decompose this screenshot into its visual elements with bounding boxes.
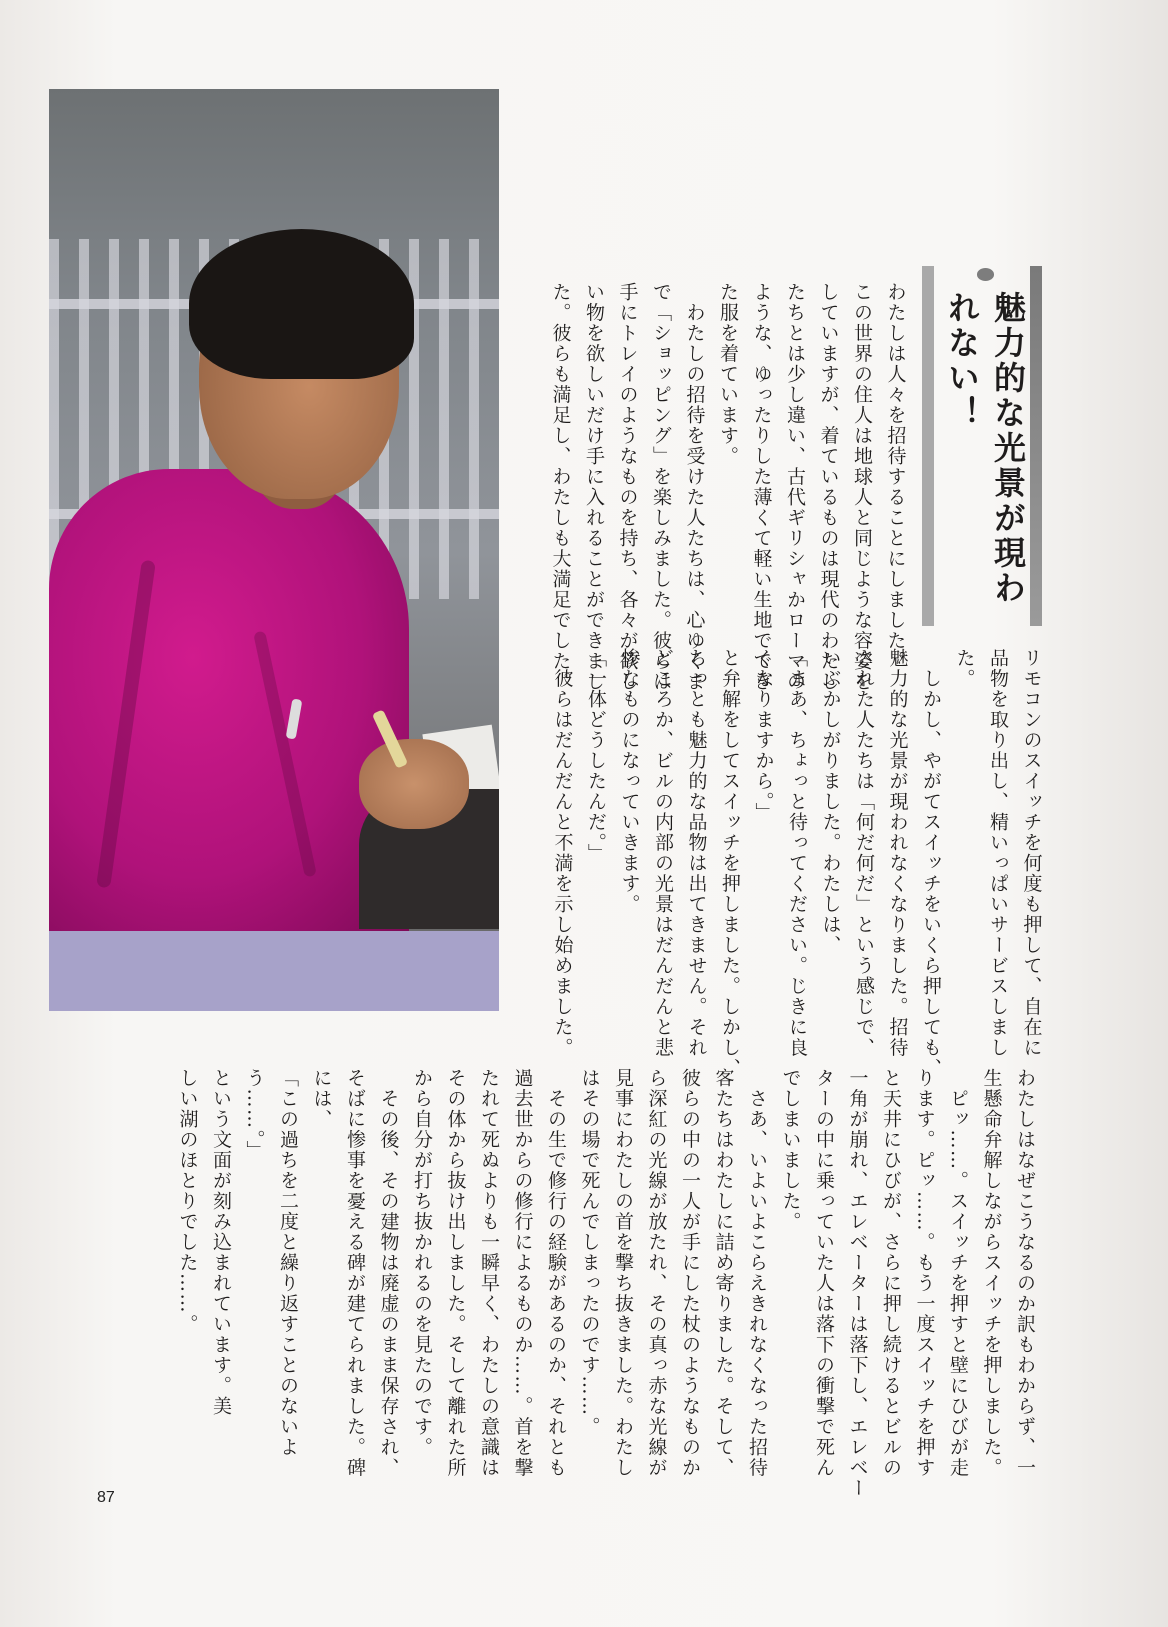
section-heading-text: 魅力的な光景が現われない！ — [943, 290, 1027, 606]
bullet-icon — [977, 268, 994, 281]
photo-hand — [359, 739, 469, 829]
heading-rule-right — [1030, 266, 1042, 626]
text-block-top-left: わたしは人々を招待することにしました。 この世界の住人は地球人と同じような容姿を していますが、着ているものは現代のわたし たちとは少し違い、古代ギリシャかローマの ような、ゆったりした薄くて軽い生地ででき た服を着ています。 わたしの招待を受けた人たちは、心ゆくま で「ショッピング」を楽しみました。彼らは 手にトレイのようなものを持ち、各々が欲し い物を欲しいだけ手に入れることができまし た。彼らも満足し、わたしも大満足でした。 — [549, 282, 907, 692]
heading-rule-left — [922, 266, 934, 626]
section-heading — [943, 268, 1027, 628]
photo-bottom-strip — [49, 931, 499, 1011]
text-block-bottom: わたしはなぜこうなるのか訳もわからず、一 生懸命弁解しながらスイッチを押しました。 ピッ……。スイッチを押すと壁にひびが走 ります。ピッ……。もう一度スイッチを押す と天井にひびが、さらに押し続けるとビルの 一角が崩れ、エレベーターは落下し、エレベー ターの中に乗っていた人は落下の衝撃で死ん でしまいました。 さあ、いよいよこらえきれなくなった招待 客たちはわたしに詰め寄りました。そして、 彼らの中の一人が手にした杖のようなものか ら深紅の光線が放たれ、その真っ赤な光線が 見事にわたしの首を撃ち抜きました。わたし はその場で死んでしまったのです……。 その生で修行の経験があるのか、それとも 過去世からの修行によるものか……。首を撃 たれて死ぬよりも一瞬早く、わたしの意識は その体から抜け出しました。そして離れた所 から自分が打ち抜かれるのを見たのです。 その後、その建物は廃虚のまま保存され、 そばに惨事を憂える碑が建てられました。碑 には、 「この過ちを二度と繰り返すことのないよ う……。」 という文面が刻み込まれています。美 しい湖のほとりでした……。 — [176, 1068, 1036, 1499]
photo-man-writing — [49, 89, 499, 1011]
page-number: 87 — [97, 1489, 115, 1506]
photo-hair — [189, 229, 414, 379]
text-block-middle-right: リモコンのスイッチを何度も押して、自在に 品物を取り出し、精いっぱいサービスしまし た。 しかし、やがてスイッチをいくら押しても、 魅力的な光景が現われなくなりました。招待 された人たちは「何だ何だ」という感じで、 いぶかしがりました。わたしは、 「まあ、ちょっと待ってください。じきに良 くなりますから。」 と弁解をしてスイッチを押しました。しかし、 ちっとも魅力的な品物は出てきません。それ どころか、ビルの内部の光景はだんだんと悲 惨なものになっていきます。 「一体どうしたんだ。」 彼らはだんだんと不満を示し始めました。 — [551, 648, 1043, 1079]
